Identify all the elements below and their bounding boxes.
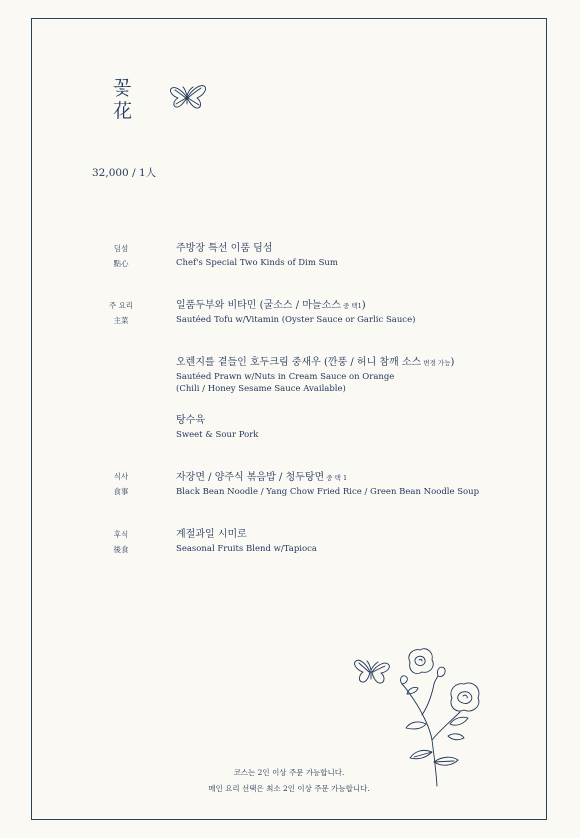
price-per-person: 32,000 / 1人 [92, 167, 157, 179]
section-label-hanja: 點心 [113, 259, 129, 268]
dish-korean-name: 주방장 특선 이품 딤섬 [176, 243, 273, 254]
dish-english-name: Chef's Special Two Kinds of Dim Sum [176, 258, 338, 268]
course-title-korean: 꽃 [113, 77, 133, 99]
dish-korean-name: 일품두부와 비타민 (굴소스 / 마늘소스 중 택1) [176, 300, 366, 311]
section-label-korean: 후식 [113, 530, 129, 539]
dish-english-name: Seasonal Fruits Blend w/Tapioca [176, 544, 317, 554]
butterfly-icon [352, 652, 392, 688]
dish-korean-name: 계절과일 시미로 [176, 529, 247, 540]
course-title-hanja: 花 [113, 100, 134, 122]
dish-english-name: Sautéed Prawn w/Nuts in Cream Sauce on Orange [176, 372, 395, 382]
dish-english-name: Sautéed Tofu w/Vitamin (Oyster Sauce or Garlic Sauce) [176, 315, 416, 325]
section-label-hanja: 後食 [113, 545, 129, 554]
dish-dimsum [176, 242, 516, 269]
dish-fruit [176, 528, 516, 555]
dish-korean-name: 탕수육 [176, 415, 205, 426]
butterfly-icon [166, 80, 208, 114]
section-label-main [101, 298, 141, 328]
order-notice-line-2: 메인 요리 선택은 최소 2인 이상 주문 가능합니다. [208, 784, 370, 793]
dish-english-name: Sweet & Sour Pork [176, 430, 259, 440]
dish-noodle [176, 471, 516, 498]
course-title [113, 77, 133, 123]
order-notice-line-1: 코스는 2인 이상 주문 가능합니다. [233, 768, 345, 777]
order-notice [31, 765, 547, 797]
section-label-korean: 딤섬 [113, 244, 129, 253]
dish-english-note: (Chili / Honey Sesame Sauce Available) [176, 384, 346, 394]
section-label-hanja: 主菜 [113, 316, 129, 325]
dish-prawn [176, 356, 516, 395]
section-label-korean: 식사 [113, 472, 129, 481]
section-label-meal [101, 469, 141, 499]
section-label-korean: 주 요리 [108, 301, 134, 310]
dish-english-name: Black Bean Noodle / Yang Chow Fried Rice / Green Bean Noodle Soup [176, 487, 480, 497]
dish-tofu [176, 299, 516, 326]
dish-korean-name: 자장면 / 양주식 볶음밥 / 청두탕면 중 택 1 [176, 472, 348, 483]
dish-pork [176, 414, 516, 441]
section-label-hanja: 食事 [113, 487, 129, 496]
dish-korean-name: 오렌지를 곁들인 호두크림 중새우 (깐풍 / 허니 참깨 소스 변경 가능) [176, 357, 455, 368]
section-label-dimsum [101, 241, 141, 271]
section-label-dessert [101, 527, 141, 557]
